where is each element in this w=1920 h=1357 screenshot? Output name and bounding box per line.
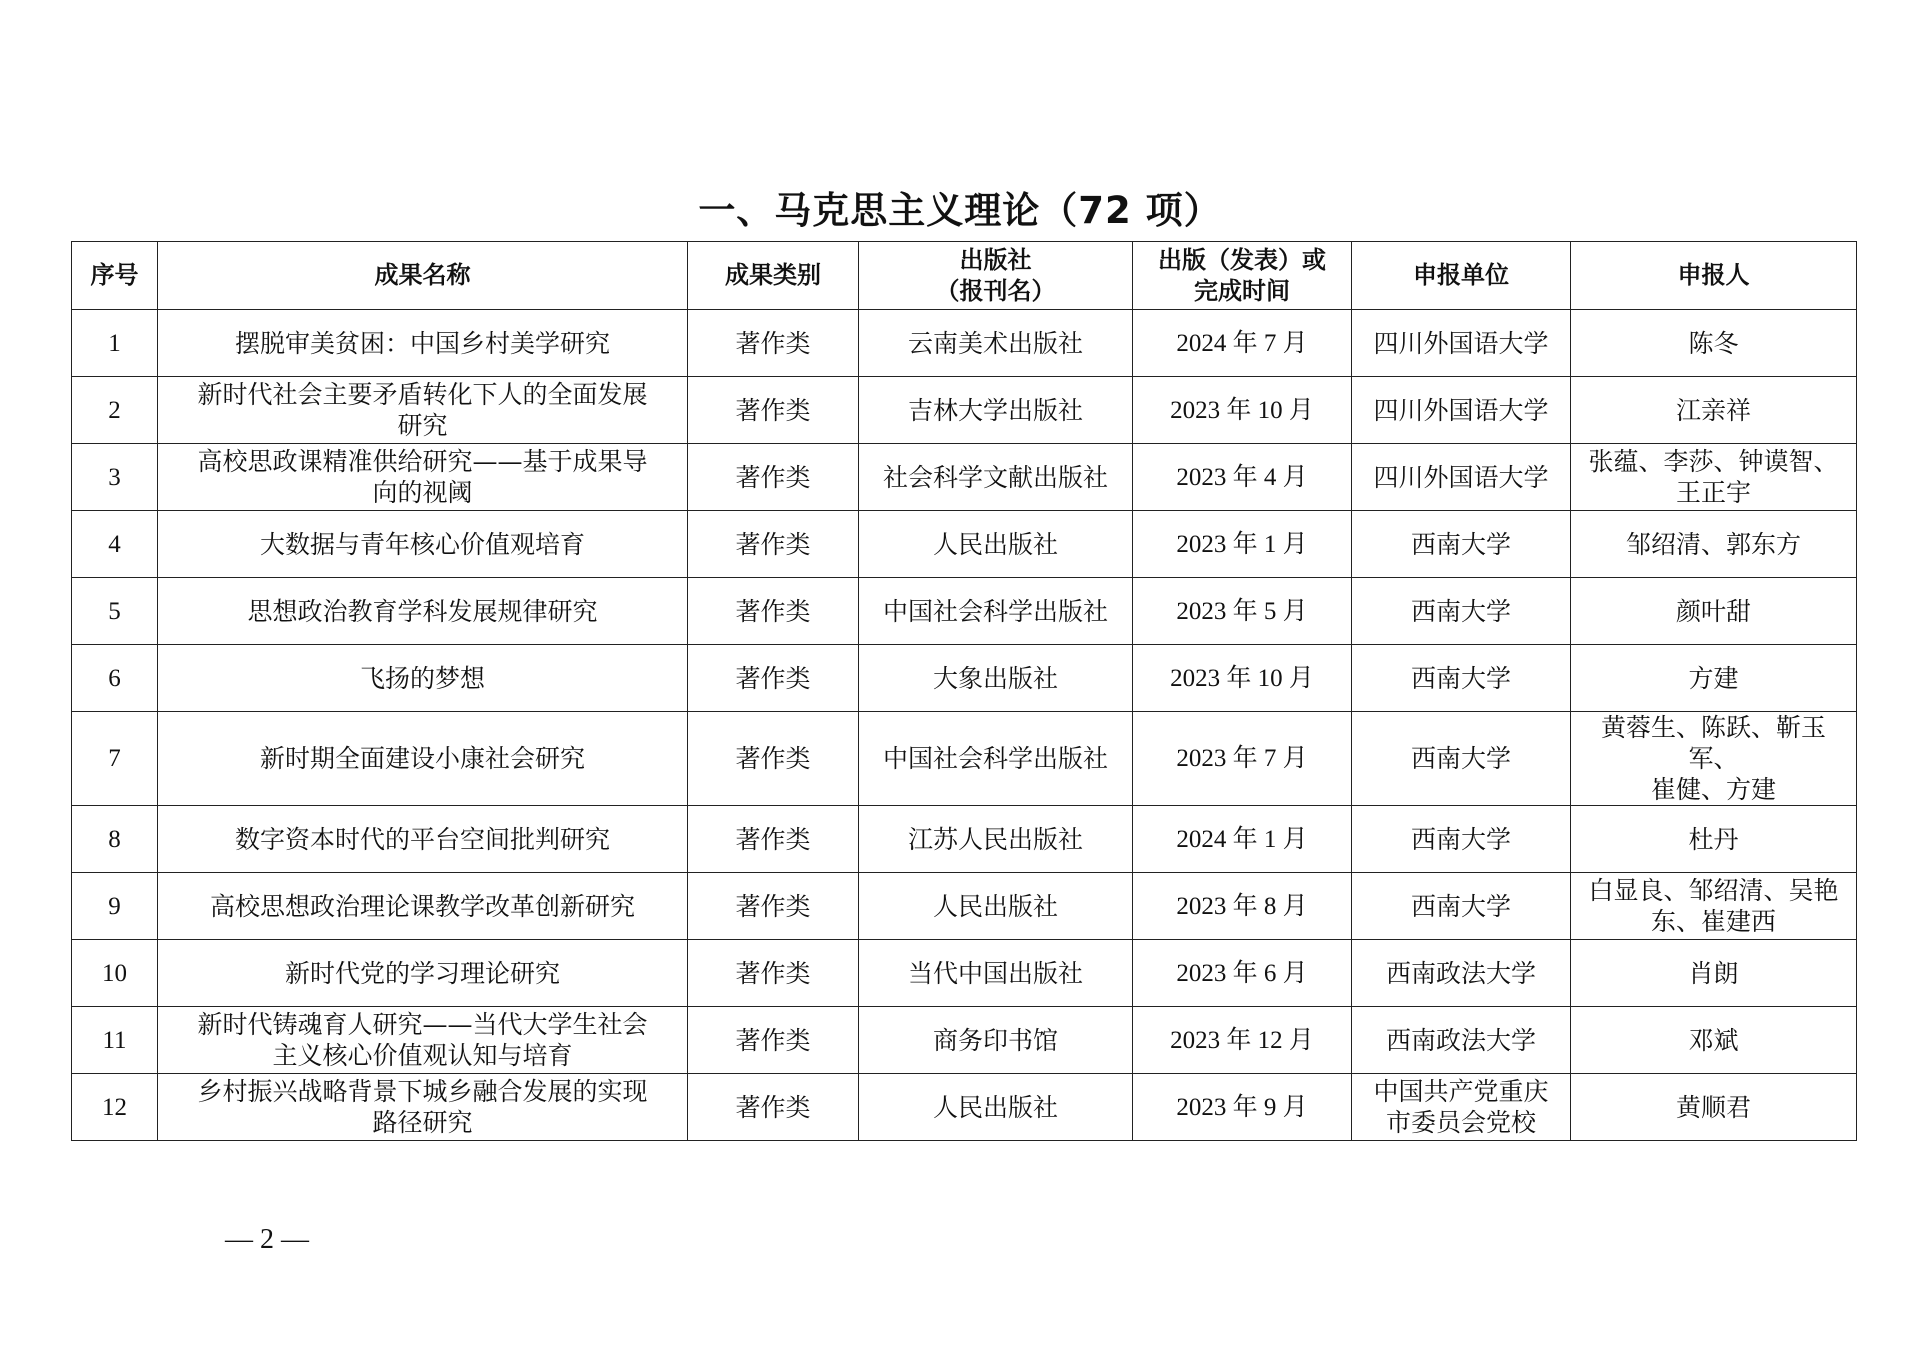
cell-applicant: 肖朗 [1571,940,1857,1007]
cell-date: 2023 年 5 月 [1133,578,1352,645]
cell-name: 高校思政课精准供给研究——基于成果导 向的视阈 [158,444,688,511]
cell-applicant: 邓斌 [1571,1007,1857,1074]
cell-applicant: 颜叶甜 [1571,578,1857,645]
cell-unit: 中国共产党重庆 市委员会党校 [1352,1074,1571,1141]
cell-unit: 西南政法大学 [1352,1007,1571,1074]
table-row [72,578,1857,645]
cell-publisher: 大象出版社 [859,645,1133,712]
cell-date: 2023 年 10 月 [1133,645,1352,712]
cell-index: 12 [72,1074,158,1141]
table-row [72,940,1857,1007]
cell-type: 著作类 [688,578,859,645]
cell-applicant: 陈冬 [1571,310,1857,377]
section-title: 一、马克思主义理论（72 项） [698,189,1222,232]
cell-name: 摆脱审美贫困：中国乡村美学研究 [158,310,688,377]
table-row [72,873,1857,940]
table-row [72,1074,1857,1141]
cell-date: 2023 年 10 月 [1133,377,1352,444]
cell-applicant: 黄顺君 [1571,1074,1857,1141]
cell-index: 11 [72,1007,158,1074]
table-row [72,806,1857,873]
cell-index: 9 [72,873,158,940]
cell-unit: 西南大学 [1352,806,1571,873]
header-publisher: 出版社 （报刊名） [859,242,1133,310]
header-type: 成果类别 [688,242,859,310]
table-row [72,444,1857,511]
cell-index: 8 [72,806,158,873]
table-body [72,310,1857,1141]
cell-date: 2024 年 7 月 [1133,310,1352,377]
table-header-row [72,242,1857,310]
table-row [72,712,1857,806]
table-row [72,645,1857,712]
cell-unit: 西南大学 [1352,712,1571,806]
cell-name: 大数据与青年核心价值观培育 [158,511,688,578]
cell-publisher: 社会科学文献出版社 [859,444,1133,511]
cell-publisher: 中国社会科学出版社 [859,712,1133,806]
cell-publisher: 吉林大学出版社 [859,377,1133,444]
cell-publisher: 人民出版社 [859,873,1133,940]
cell-unit: 四川外国语大学 [1352,444,1571,511]
cell-applicant: 邹绍清、郭东方 [1571,511,1857,578]
cell-publisher: 商务印书馆 [859,1007,1133,1074]
cell-index: 1 [72,310,158,377]
page-number: — 2 — [225,1224,309,1255]
cell-date: 2023 年 7 月 [1133,712,1352,806]
cell-applicant: 张蕴、李莎、钟谟智、 王正宇 [1571,444,1857,511]
table-row [72,1007,1857,1074]
cell-date: 2023 年 1 月 [1133,511,1352,578]
header-applicant: 申报人 [1571,242,1857,310]
cell-type: 著作类 [688,1074,859,1141]
cell-type: 著作类 [688,377,859,444]
cell-name: 飞扬的梦想 [158,645,688,712]
cell-type: 著作类 [688,873,859,940]
achievement-table [71,241,1857,1141]
cell-name: 新时代社会主要矛盾转化下人的全面发展 研究 [158,377,688,444]
cell-unit: 西南大学 [1352,645,1571,712]
cell-publisher: 人民出版社 [859,1074,1133,1141]
cell-index: 2 [72,377,158,444]
cell-date: 2023 年 9 月 [1133,1074,1352,1141]
cell-name: 数字资本时代的平台空间批判研究 [158,806,688,873]
cell-applicant: 白显良、邹绍清、吴艳 东、崔建西 [1571,873,1857,940]
cell-unit: 西南政法大学 [1352,940,1571,1007]
cell-unit: 四川外国语大学 [1352,310,1571,377]
cell-index: 10 [72,940,158,1007]
header-date: 出版（发表）或 完成时间 [1133,242,1352,310]
cell-type: 著作类 [688,712,859,806]
cell-date: 2023 年 12 月 [1133,1007,1352,1074]
cell-unit: 西南大学 [1352,511,1571,578]
header-unit: 申报单位 [1352,242,1571,310]
cell-type: 著作类 [688,940,859,1007]
header-name: 成果名称 [158,242,688,310]
cell-type: 著作类 [688,310,859,377]
cell-index: 4 [72,511,158,578]
cell-unit: 西南大学 [1352,578,1571,645]
table-row [72,511,1857,578]
table-row [72,377,1857,444]
cell-date: 2023 年 4 月 [1133,444,1352,511]
cell-index: 6 [72,645,158,712]
cell-index: 7 [72,712,158,806]
cell-name: 新时代铸魂育人研究——当代大学生社会 主义核心价值观认知与培育 [158,1007,688,1074]
cell-applicant: 黄蓉生、陈跃、靳玉军、 崔健、方建 [1571,712,1857,806]
cell-date: 2023 年 6 月 [1133,940,1352,1007]
cell-publisher: 云南美术出版社 [859,310,1133,377]
cell-publisher: 人民出版社 [859,511,1133,578]
cell-type: 著作类 [688,1007,859,1074]
cell-name: 新时期全面建设小康社会研究 [158,712,688,806]
cell-name: 新时代党的学习理论研究 [158,940,688,1007]
cell-index: 5 [72,578,158,645]
cell-date: 2024 年 1 月 [1133,806,1352,873]
header-index: 序号 [72,242,158,310]
cell-name: 思想政治教育学科发展规律研究 [158,578,688,645]
cell-unit: 西南大学 [1352,873,1571,940]
cell-publisher: 江苏人民出版社 [859,806,1133,873]
cell-applicant: 杜丹 [1571,806,1857,873]
cell-type: 著作类 [688,511,859,578]
cell-name: 乡村振兴战略背景下城乡融合发展的实现 路径研究 [158,1074,688,1141]
cell-type: 著作类 [688,806,859,873]
cell-index: 3 [72,444,158,511]
table-row [72,310,1857,377]
cell-type: 著作类 [688,444,859,511]
cell-type: 著作类 [688,645,859,712]
cell-date: 2023 年 8 月 [1133,873,1352,940]
cell-name: 高校思想政治理论课教学改革创新研究 [158,873,688,940]
cell-publisher: 当代中国出版社 [859,940,1133,1007]
cell-applicant: 江亲祥 [1571,377,1857,444]
cell-applicant: 方建 [1571,645,1857,712]
cell-publisher: 中国社会科学出版社 [859,578,1133,645]
cell-unit: 四川外国语大学 [1352,377,1571,444]
